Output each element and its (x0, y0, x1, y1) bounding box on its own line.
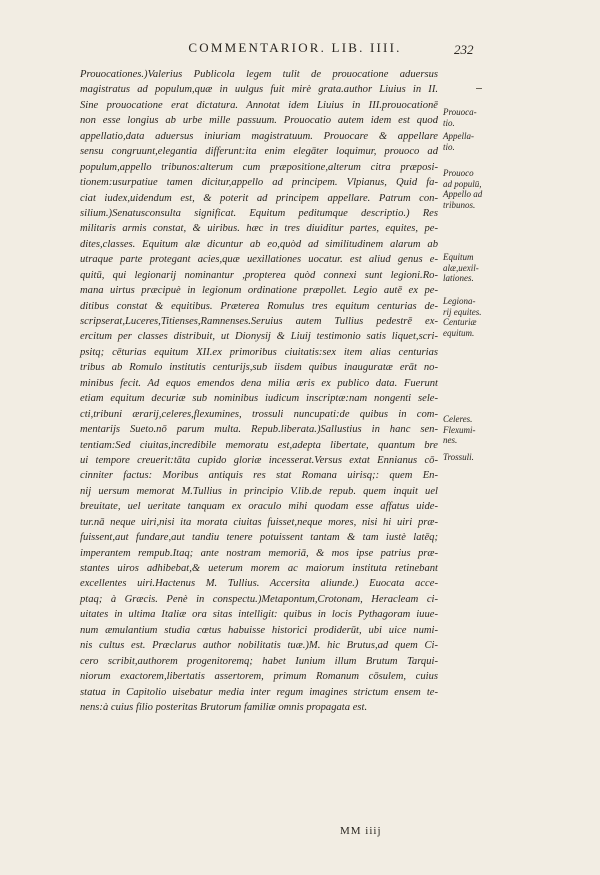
margin-note-line: tribunos. (443, 199, 476, 210)
text-line: excellentes uiri.Hactenus M. Tullius. Accersita aliunde.) Euocata acce- (80, 578, 438, 590)
margin-note-line: Prouoca- (443, 107, 477, 117)
text-line: cti,tribuni ærarij,celeres,flexumines, trossuli nuncupati:de quibus in com- (80, 408, 438, 420)
text-line: psitq; cēturias equitum XII.ex primoribus ciuitatis:sex item alias centurias (80, 346, 438, 358)
text-line: Prouocationes.)Valerius Publicola legem tulit de prouocatione aduersus (80, 69, 438, 80)
text-line: Sine prouocatione erat dictatura. Annotat idem Liuius in III.prouocationē (80, 99, 438, 111)
text-line: fuissent,aut fundare,aut tandiu tenere potuissent tantam & tam iustè latēq; (80, 532, 438, 544)
text-line: tur.nā neque uiri,nisi ita morata ciuitas fuisset,neque mores, nisi hi uiri præ- (80, 516, 438, 528)
text-line: mana uirtus præcipuè in legionum ordinatione præpollet. Legio autē ex pe- (80, 285, 438, 297)
text-line: tribus ab Romulo institutis centurijs,sub iisdem quibus inauguratæ erāt no- (80, 362, 438, 374)
text-line: stantes uiros adhibebat,& ueterum morem ac maiorum instituta retinebant (80, 563, 438, 574)
text-line: tionem:usurpatiue tamen dicitur,appello ad principem. Vlpianus, Quid fa- (80, 177, 438, 189)
text-line: mentarijs Sueto.nō parum multa. Repub.liberata.)Sallustius in hanc sen- (80, 424, 438, 436)
text-line: militaris armis constat, & uiribus. hæc in tres diuiditur partes, equites, pe- (80, 223, 438, 235)
text-line: utraque parte protegant acies,quæ uexillationes uocatur. est aliud genus e- (80, 254, 438, 266)
margin-note-trossuli (443, 452, 523, 463)
text-line: quitū, qui legionarij nominantur ,propterea quòd connexi sunt legioni.Ro- (80, 269, 438, 281)
text-line: tentiam:Sed ciuitas,incredibile memoratu est,adepta libertate, quantum bre (80, 439, 438, 451)
text-line: num æmulantium studia cœtus habuisse historici prodiderūt, ubi uice numi- (80, 624, 438, 636)
text-line: ptaq; à Græcis. Penè in conspectu.)Metapontum,Crotonam, Heracleam ci- (80, 593, 438, 605)
running-title: COMMENTARIOR. LIB. IIII. (188, 40, 402, 55)
margin-note-prouocatio (443, 107, 523, 128)
text-line: nij uersum memorat M.Tullius in principio V.lib.de repub. quem inquit uel (80, 485, 438, 497)
text-line: silium.)Senatusconsulta significat. Equitum peditumque descriptio.) Res (80, 207, 438, 219)
text-line: niorum exactorem,libertatis assertorem, primum Romanum cōsulem, cuius (80, 671, 438, 683)
margin-note-equitum-alae (443, 252, 523, 284)
margin-note-line: tio. (443, 117, 455, 128)
margin-note-line: Appella- (443, 131, 474, 141)
margin-note-line: Trossuli. (443, 452, 474, 462)
margin-note-line: Legiona- (443, 296, 476, 306)
text-line: ciat iudex,uidendum est, & poterit ad principem appellare. Patrum con- (80, 192, 438, 204)
signature-mark: MM iiij (340, 825, 382, 837)
margin-note-line: Celeres. (443, 414, 473, 424)
margin-note-line: Appello ad (443, 189, 483, 199)
text-line: ercitum per classes distribuit, ut Dionysij & Liuij testimonio satis liquet,scri- (80, 331, 438, 343)
margin-note-line: lationes. (443, 273, 474, 283)
text-line: cero scribit,authorem progenitoremq; habet Iunium illum Brutum Tarqui- (80, 655, 438, 667)
text-line: nis cultus est. Præclarus author nobilitatis tuæ.)M. hic Brutus,ad quem Ci- (80, 640, 438, 652)
text-line: sensu congruunt,elegantia differunt:ita enim elegāter loquimur, prouoco ad (80, 146, 438, 158)
margin-note-line: ad populū, (443, 178, 482, 189)
text-line: scripserat,Luceres,Titienses,Ramnenses.Seruius autem Tullius pedestrē ex- (80, 316, 438, 327)
text-line: minibus fecit. Ad equos emendos dena milia æris ex publico data. Fuerunt (80, 377, 438, 389)
margin-note-prouoco (443, 168, 523, 210)
margin-note-line: Equitum (443, 252, 474, 262)
margin-note-legionarij (443, 296, 523, 338)
text-line: nens:à cuius filio posteritas Brutorum familiæ omnis propagata est. (80, 701, 368, 713)
text-line: populum,appello tribunos:alterum cum præpositione,alterum citra præposi- (80, 161, 438, 173)
margin-note-line: alæ,uexil- (443, 262, 479, 273)
text-line: uitates in ultima Italiæ ora sitas intelligit: quibus in locis Pythagoram iuue- (80, 609, 438, 621)
text-line: dites,classes. Equitum alæ dicuntur ab eo,quòd ad similitudinem alarum ab (80, 238, 438, 250)
margin-note-line: tio. (443, 141, 455, 152)
text-line: appellatio,data aduersus iniuriam magistratuum. Prouocare & appellare (80, 130, 438, 142)
margin-note-line: Prouoco (443, 168, 474, 178)
text-line: ditibus constat & equitibus. Præterea Romulus tres equitum centurias de- (80, 300, 438, 312)
text-line: cinniter factus: Moribus antiquis res stat Romana uirisq;: quem En- (80, 470, 438, 482)
page-number: 232 (454, 42, 474, 57)
text-line: magistratus ad populum,quæ in uulgus fuit mirè grata.author Liuius in II. (80, 84, 438, 96)
margin-note-celeres (443, 414, 523, 446)
text-line: non esse longius ab urbe mille passuum. Prouocatio autem idem est quod (80, 115, 438, 127)
margin-note-line: equitum. (443, 327, 475, 338)
margin-note-line: Flexumi- (443, 424, 476, 435)
text-line: statua in Capitolio uisebatur media inter regum imagines strictum ensem te- (80, 686, 438, 698)
text-line: imperantem rempub.Itaq; ante nostram memoriā, & mos ipse patrius præ- (80, 547, 438, 559)
margin-note-line: nes. (443, 435, 458, 445)
text-line: ui tempore creuerit:tāta cupido gloriæ incesserat.Versus extat Ennianus cō- (80, 454, 438, 466)
margin-note-line: rij equites. (443, 306, 482, 317)
margin-dash-mark (476, 88, 482, 89)
margin-note-appellatio (443, 131, 523, 152)
text-line: etiam equitum decuriæ sub nominibus iudicum inscriptæ:nam nongenti sele- (80, 393, 438, 405)
commentary-text (80, 67, 438, 715)
text-line: breuitate, uel ueritate tanquam ex oraculo mihi quodam esse affatus uide- (80, 501, 438, 513)
margin-note-line: Centuriæ (443, 317, 477, 327)
